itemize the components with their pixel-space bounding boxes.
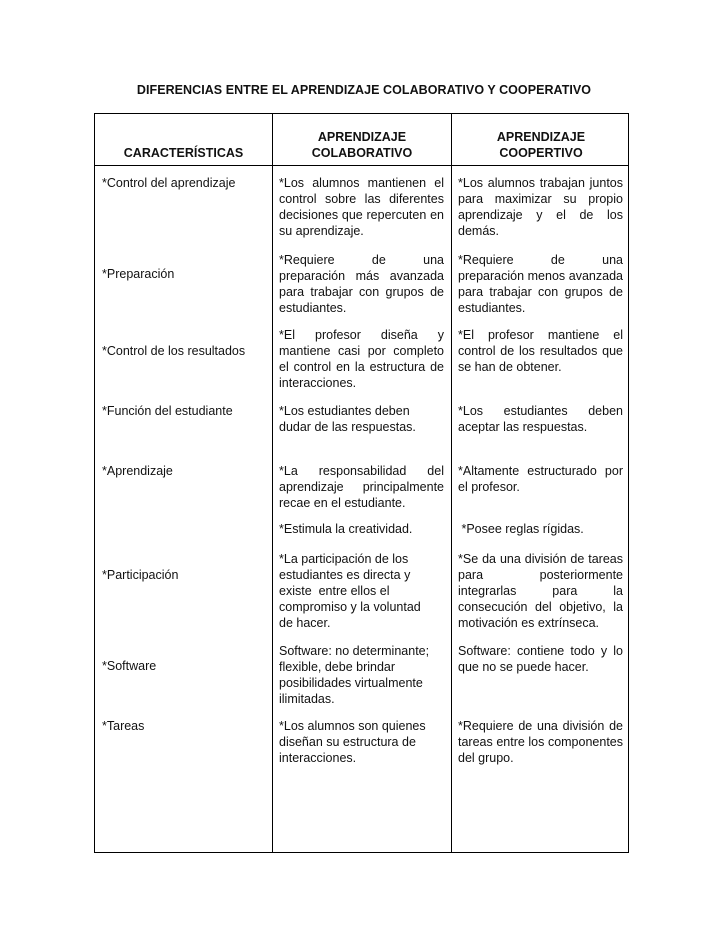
- header-divider: [95, 165, 628, 166]
- cooperative-cell: *Altamente estructurado por el profesor.: [458, 464, 623, 494]
- characteristic-label: *Tareas: [102, 719, 145, 733]
- cooperative-cell: *Requiere de una preparación menos avanzada para trabajar con grupos de estudiantes.: [458, 253, 623, 315]
- collaborative-cell: *El profesor diseña y mantiene casi por completo el control en la estructura de interacciones.: [279, 328, 444, 390]
- cooperative-cell: *Requiere de una división de tareas entre los componentes del grupo.: [458, 719, 623, 765]
- cooperative-cell: Software: contiene todo y lo que no se puede hacer.: [458, 644, 623, 674]
- characteristic-label: *Aprendizaje: [102, 464, 173, 478]
- cooperative-cell: *El profesor mantiene el control de los resultados que se han de obtener.: [458, 328, 623, 374]
- characteristic-label: *Función del estudiante: [102, 404, 233, 418]
- collaborative-cell: *La responsabilidad del aprendizaje principalmente recae en el estudiante.: [279, 464, 444, 510]
- comparison-table: [94, 113, 629, 853]
- cooperative-cell: *Los estudiantes deben aceptar las respuestas.: [458, 404, 623, 434]
- characteristic-label: *Control de los resultados: [102, 344, 246, 358]
- column-divider-1: [272, 114, 273, 852]
- collaborative-cell: *La participación de los estudiantes es directa y existe entre ellos el compromiso y la voluntad de hacer.: [279, 552, 421, 630]
- header-cooperative: APRENDIZAJE COOPERTIVO: [496, 130, 586, 160]
- collaborative-cell: *Los alumnos son quienes diseñan su estructura de interacciones.: [279, 719, 426, 765]
- cooperative-cell: *Los alumnos trabajan juntos para maximizar su propio aprendizaje y el de los demás.: [458, 176, 623, 238]
- cooperative-cell: *Se da una división de tareas para posteriormente integrarlas para la consecución del objetivo, la motivación es extrínseca.: [458, 552, 623, 630]
- collaborative-cell: *Los estudiantes deben dudar de las respuestas.: [279, 404, 416, 434]
- document-title: DIFERENCIAS ENTRE EL APRENDIZAJE COLABORATIVO Y COOPERATIVO: [136, 83, 592, 97]
- characteristic-label: *Control del aprendizaje: [102, 176, 236, 190]
- column-divider-2: [451, 114, 452, 852]
- collaborative-cell: *Requiere de una preparación más avanzada para trabajar con grupos de estudiantes.: [279, 253, 444, 315]
- header-characteristics: CARACTERÍSTICAS: [123, 146, 244, 160]
- header-collaborative: APRENDIZAJE COLABORATIVO: [311, 130, 413, 160]
- collaborative-cell: Software: no determinante; flexible, debe brindar posibilidades virtualmente ilimitadas.: [279, 644, 430, 706]
- cooperative-cell: *Posee reglas rígidas.: [458, 522, 584, 536]
- characteristic-label: *Software: [102, 659, 157, 673]
- collaborative-cell: *Estimula la creatividad.: [279, 522, 413, 536]
- characteristic-label: *Preparación: [102, 267, 175, 281]
- characteristic-label: *Participación: [102, 568, 179, 582]
- collaborative-cell: *Los alumnos mantienen el control sobre las diferentes decisiones que repercuten en su aprendizaje.: [279, 176, 444, 238]
